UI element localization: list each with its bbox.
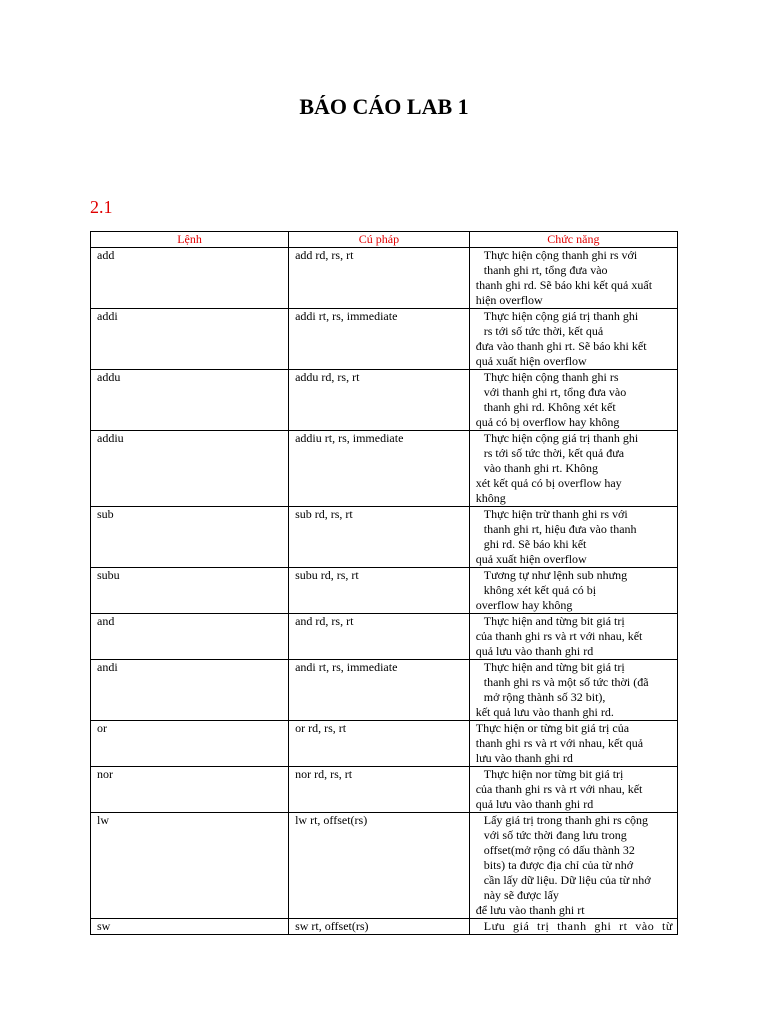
header-syntax: Cú pháp [289, 232, 470, 248]
function-cell [469, 813, 677, 919]
function-line: lưu vào thanh ghi rd [475, 751, 573, 765]
function-line: quả lưu vào thanh ghi rd [475, 644, 594, 658]
table-row [91, 919, 678, 935]
function-cell [469, 370, 677, 431]
syntax-cell: subu rd, rs, rt [289, 568, 470, 614]
function-line: hiện overflow [475, 293, 543, 307]
function-line: vào thanh ghi rt. Không [483, 461, 599, 475]
syntax-cell: or rd, rs, rt [289, 721, 470, 767]
function-line: thanh ghi rt, hiệu đưa vào thanh [483, 522, 637, 536]
table-row [91, 431, 678, 507]
syntax-cell: addi rt, rs, immediate [289, 309, 470, 370]
function-line: overflow hay không [475, 598, 573, 612]
syntax-cell: sub rd, rs, rt [289, 507, 470, 568]
function-cell [469, 767, 677, 813]
function-line: quả có bị overflow hay không [475, 415, 620, 429]
function-cell [469, 507, 677, 568]
function-line: Lấy giá trị trong thanh ghi rs cộng [483, 813, 649, 827]
function-line: của thanh ghi rs và rt với nhau, kết [475, 629, 643, 643]
table-row [91, 370, 678, 431]
syntax-cell: lw rt, offset(rs) [289, 813, 470, 919]
command-cell: andi [91, 660, 289, 721]
instruction-table [90, 231, 678, 935]
section-number: 2.1 [90, 197, 113, 217]
function-cell [469, 614, 677, 660]
page-title: BÁO CÁO LAB 1 [299, 94, 469, 119]
syntax-cell: andi rt, rs, immediate [289, 660, 470, 721]
command-cell: addiu [91, 431, 289, 507]
function-line: Thực hiện nor từng bit giá trị [483, 767, 624, 781]
syntax-cell: and rd, rs, rt [289, 614, 470, 660]
table-row [91, 660, 678, 721]
syntax-cell: addu rd, rs, rt [289, 370, 470, 431]
function-line: Thực hiện cộng giá trị thanh ghi [483, 309, 639, 323]
function-line: Thực hiện trừ thanh ghi rs với [483, 507, 628, 521]
command-cell: addi [91, 309, 289, 370]
function-line: Thực hiện and từng bit giá trị [483, 614, 625, 628]
table-row [91, 507, 678, 568]
function-line: này sẽ được lấy [483, 888, 559, 902]
function-line: đưa vào thanh ghi rt. Sẽ báo khi kết [475, 339, 647, 353]
command-cell: and [91, 614, 289, 660]
command-cell: addu [91, 370, 289, 431]
function-line: bits) ta được địa chỉ của từ nhớ [483, 858, 634, 872]
table-row [91, 813, 678, 919]
function-line: quả lưu vào thanh ghi rd [475, 797, 594, 811]
function-line: không xét kết quả có bị [483, 583, 597, 597]
function-line: Thực hiện cộng thanh ghi rs [483, 370, 619, 384]
command-cell: nor [91, 767, 289, 813]
function-line: quả xuất hiện overflow [475, 354, 587, 368]
function-line: Thực hiện and từng bit giá trị [483, 660, 625, 674]
function-line: rs tới số tức thời, kết quả đưa [483, 446, 625, 460]
table-row [91, 248, 678, 309]
function-line: của thanh ghi rs và rt với nhau, kết [475, 782, 643, 796]
function-line: rs tới số tức thời, kết quả [483, 324, 604, 338]
table-row [91, 568, 678, 614]
table-row [91, 309, 678, 370]
function-line: không [475, 491, 506, 505]
function-line: Thực hiện or từng bit giá trị của [475, 721, 630, 735]
syntax-cell: nor rd, rs, rt [289, 767, 470, 813]
function-cell [469, 919, 677, 935]
syntax-cell: addiu rt, rs, immediate [289, 431, 470, 507]
command-cell: lw [91, 813, 289, 919]
function-line: quả xuất hiện overflow [475, 552, 587, 566]
function-cell [469, 309, 677, 370]
table-row [91, 721, 678, 767]
function-line: kết quả lưu vào thanh ghi rd. [475, 705, 614, 719]
table-row [91, 614, 678, 660]
command-cell: subu [91, 568, 289, 614]
function-cell [469, 568, 677, 614]
function-line: với thanh ghi rt, tổng đưa vào [483, 385, 627, 399]
command-cell: sub [91, 507, 289, 568]
function-line: xét kết quả có bị overflow hay [475, 476, 622, 490]
function-line: ghi rd. Sẽ báo khi kết [483, 537, 587, 551]
header-command: Lệnh [91, 232, 289, 248]
function-line: để lưu vào thanh ghi rt [475, 903, 585, 917]
table-row [91, 767, 678, 813]
function-cell [469, 660, 677, 721]
function-line: với số tức thời đang lưu trong [483, 828, 627, 842]
function-line: cần lấy dữ liệu. Dữ liệu của từ nhớ [483, 873, 651, 887]
function-cell [469, 248, 677, 309]
function-line: Thực hiện cộng giá trị thanh ghi [483, 431, 639, 445]
function-line: thanh ghi rt, tổng đưa vào [483, 263, 608, 277]
function-line: thanh ghi rs và một số tức thời (đã [483, 675, 649, 689]
header-function: Chức năng [469, 232, 677, 248]
syntax-cell: add rd, rs, rt [289, 248, 470, 309]
function-line: Thực hiện cộng thanh ghi rs với [483, 248, 638, 262]
function-line: thanh ghi rd. Sẽ báo khi kết quả xuất [475, 278, 653, 292]
function-line: thanh ghi rd. Không xét kết [483, 400, 616, 414]
table-header-row [91, 232, 678, 248]
function-line: mở rộng thành số 32 bit), [483, 690, 606, 704]
command-cell: add [91, 248, 289, 309]
function-cell [469, 721, 677, 767]
function-line: Tương tự như lệnh sub nhưng [483, 568, 628, 582]
command-cell: sw [91, 919, 289, 935]
command-cell: or [91, 721, 289, 767]
function-line: offset(mở rộng có dấu thành 32 [483, 843, 635, 857]
function-cell [469, 431, 677, 507]
function-line: Lưu giá trị thanh ghi rt vào từ [483, 919, 673, 933]
syntax-cell: sw rt, offset(rs) [289, 919, 470, 935]
function-line: thanh ghi rs và rt với nhau, kết quả [475, 736, 644, 750]
